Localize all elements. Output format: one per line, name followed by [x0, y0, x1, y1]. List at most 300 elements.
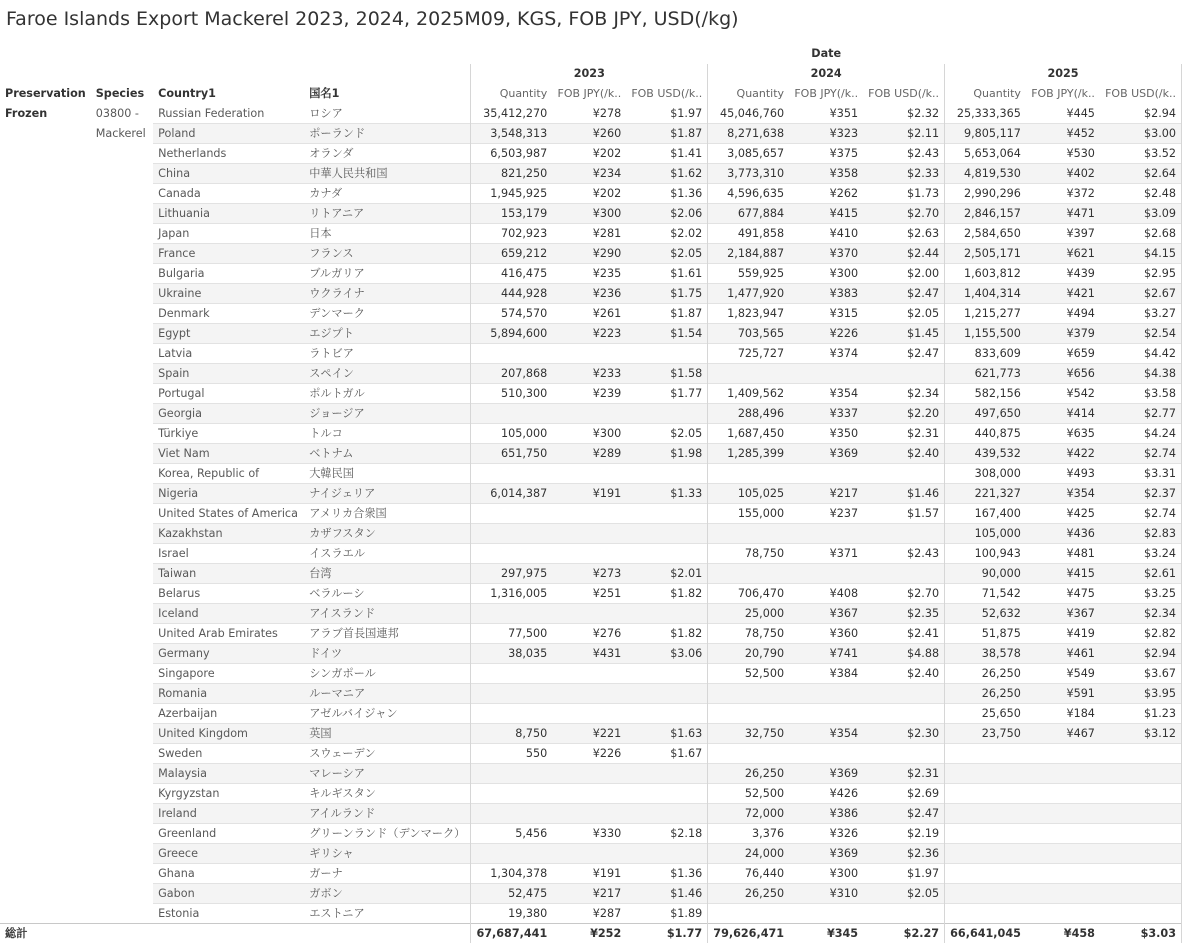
value-cell: ¥202: [552, 184, 626, 204]
preservation-cell: [0, 224, 91, 244]
value-cell: [471, 464, 552, 484]
header-spacer: [91, 44, 153, 64]
value-cell: 19,380: [471, 904, 552, 924]
table-row: [0, 524, 1182, 544]
preservation-cell: [0, 304, 91, 324]
value-cell: 105,000: [945, 524, 1026, 544]
country-jp-cell: アイルランド: [304, 804, 471, 824]
value-cell: [552, 804, 626, 824]
value-cell: ¥276: [552, 624, 626, 644]
value-cell: [708, 464, 789, 484]
year-header: 2023: [471, 64, 708, 84]
value-cell: $2.01: [626, 564, 707, 584]
value-cell: ¥260: [552, 124, 626, 144]
total-spacer: [304, 924, 471, 944]
country-jp-cell: イスラエル: [304, 544, 471, 564]
value-cell: [1100, 784, 1182, 804]
value-cell: $2.02: [626, 224, 707, 244]
value-cell: 833,609: [945, 344, 1026, 364]
preservation-cell: [0, 764, 91, 784]
value-cell: ¥221: [552, 724, 626, 744]
country-cell: Azerbaijan: [153, 704, 304, 724]
preservation-cell: [0, 864, 91, 884]
measure-header: Quantity: [945, 84, 1026, 104]
value-cell: ¥234: [552, 164, 626, 184]
species-cell: [91, 764, 153, 784]
value-cell: 105,025: [708, 484, 789, 504]
table-row: [0, 564, 1182, 584]
country-jp-cell: スペイン: [304, 364, 471, 384]
value-cell: [945, 784, 1026, 804]
header-spacer: [0, 44, 91, 64]
country-jp-cell: 英国: [304, 724, 471, 744]
value-cell: 24,000: [708, 844, 789, 864]
preservation-cell: [0, 744, 91, 764]
preservation-cell: [0, 524, 91, 544]
value-cell: 4,596,635: [708, 184, 789, 204]
value-cell: ¥369: [789, 844, 863, 864]
value-cell: $2.69: [863, 784, 944, 804]
value-cell: [471, 764, 552, 784]
value-cell: ¥300: [552, 424, 626, 444]
country-jp-cell: ギリシャ: [304, 844, 471, 864]
value-cell: [1026, 844, 1100, 864]
value-cell: [945, 824, 1026, 844]
value-cell: 38,578: [945, 644, 1026, 664]
species-cell: [91, 844, 153, 864]
preservation-cell: [0, 244, 91, 264]
value-cell: $1.82: [626, 584, 707, 604]
value-cell: ¥226: [789, 324, 863, 344]
value-cell: $2.83: [1100, 524, 1182, 544]
table-row: [0, 424, 1182, 444]
value-cell: $2.95: [1100, 264, 1182, 284]
value-cell: $2.35: [863, 604, 944, 624]
country-cell: Japan: [153, 224, 304, 244]
species-cell: [91, 344, 153, 364]
measure-header: FOB USD(/k..: [1100, 84, 1182, 104]
value-cell: [1026, 804, 1100, 824]
value-cell: $1.67: [626, 744, 707, 764]
species-cell: [91, 384, 153, 404]
value-cell: $1.82: [626, 624, 707, 644]
value-cell: ¥386: [789, 804, 863, 824]
value-cell: 497,650: [945, 404, 1026, 424]
country-cell: Georgia: [153, 404, 304, 424]
table-row: [0, 304, 1182, 324]
species-cell: [91, 864, 153, 884]
value-cell: $1.57: [863, 504, 944, 524]
value-cell: 9,805,117: [945, 124, 1026, 144]
species-cell: [91, 264, 153, 284]
value-cell: $1.98: [626, 444, 707, 464]
value-cell: ¥251: [552, 584, 626, 604]
value-cell: 3,085,657: [708, 144, 789, 164]
value-cell: $2.68: [1100, 224, 1182, 244]
total-value-cell: $2.27: [863, 924, 944, 944]
value-cell: ¥415: [789, 204, 863, 224]
value-cell: [626, 664, 707, 684]
measure-header: FOB USD(/k..: [631, 87, 703, 100]
value-cell: [945, 884, 1026, 904]
value-cell: 3,773,310: [708, 164, 789, 184]
value-cell: 6,503,987: [471, 144, 552, 164]
country-cell: France: [153, 244, 304, 264]
crosstab-table: [0, 44, 1182, 943]
species-cell: [91, 824, 153, 844]
species-cell: [91, 804, 153, 824]
value-cell: $3.06: [626, 644, 707, 664]
table-row: [0, 484, 1182, 504]
value-cell: [708, 904, 789, 924]
value-cell: ¥330: [552, 824, 626, 844]
table-row: [0, 664, 1182, 684]
table-row: [0, 504, 1182, 524]
value-cell: 45,046,760: [708, 104, 789, 124]
value-cell: 288,496: [708, 404, 789, 424]
value-cell: 25,333,365: [945, 104, 1026, 124]
country-cell: Kazakhstan: [153, 524, 304, 544]
value-cell: ¥493: [1026, 464, 1100, 484]
value-cell: $2.48: [1100, 184, 1182, 204]
country-jp-cell: フランス: [304, 244, 471, 264]
value-cell: $1.58: [626, 364, 707, 384]
value-cell: $3.12: [1100, 724, 1182, 744]
value-cell: 2,846,157: [945, 204, 1026, 224]
value-cell: $2.32: [907, 107, 940, 120]
preservation-cell: [0, 144, 91, 164]
value-cell: ¥233: [552, 364, 626, 384]
value-cell: [626, 804, 707, 824]
table-row: [0, 224, 1182, 244]
country-cell: Russian Federation: [158, 107, 265, 120]
value-cell: 1,215,277: [945, 304, 1026, 324]
value-cell: 559,925: [708, 264, 789, 284]
value-cell: [552, 604, 626, 624]
preservation-cell: [0, 664, 91, 684]
table-row: [0, 644, 1182, 664]
country-cell: Nigeria: [153, 484, 304, 504]
total-value-cell: ¥345: [789, 924, 863, 944]
table-row: [0, 704, 1182, 724]
value-cell: 78,750: [708, 544, 789, 564]
value-cell: $3.31: [1100, 464, 1182, 484]
value-cell: 621,773: [945, 364, 1026, 384]
table-row: [0, 104, 1182, 124]
preservation-cell: [0, 684, 91, 704]
value-cell: [471, 704, 552, 724]
country-cell: Estonia: [153, 904, 304, 924]
value-cell: ¥239: [552, 384, 626, 404]
value-cell: [708, 564, 789, 584]
value-cell: [1026, 824, 1100, 844]
preservation-cell: [0, 724, 91, 744]
year-header: 2024: [708, 64, 945, 84]
country-cell: United Arab Emirates: [153, 624, 304, 644]
country-jp-cell: アゼルバイジャン: [304, 704, 471, 724]
value-cell: 582,156: [945, 384, 1026, 404]
value-cell: ¥287: [552, 904, 626, 924]
species-cell: [91, 324, 153, 344]
value-cell: ¥337: [789, 404, 863, 424]
value-cell: ¥351: [829, 107, 859, 120]
value-cell: [863, 744, 944, 764]
table-row: [0, 164, 1182, 184]
table-row: [0, 804, 1182, 824]
value-cell: 1,304,378: [471, 864, 552, 884]
value-cell: [945, 744, 1026, 764]
country-jp-cell: ガーナ: [304, 864, 471, 884]
row-dimension-header: Country1: [158, 87, 216, 100]
value-cell: 77,500: [471, 624, 552, 644]
country-cell: Poland: [153, 124, 304, 144]
species-cell: [91, 364, 153, 384]
preservation-cell: [0, 584, 91, 604]
table-row: [0, 744, 1182, 764]
table-row: [0, 864, 1182, 884]
value-cell: 153,179: [471, 204, 552, 224]
preservation-cell: [0, 544, 91, 564]
value-cell: ¥261: [552, 304, 626, 324]
value-cell: ¥369: [789, 764, 863, 784]
value-cell: ¥656: [1026, 364, 1100, 384]
country-jp-cell: グリーンランド（デンマーク）: [304, 824, 471, 844]
total-value-cell: ¥252: [552, 924, 626, 944]
value-cell: $1.46: [626, 884, 707, 904]
value-cell: [552, 544, 626, 564]
preservation-cell: [0, 204, 91, 224]
header-spacer: [153, 64, 304, 84]
value-cell: 72,000: [708, 804, 789, 824]
value-cell: 51,875: [945, 624, 1026, 644]
value-cell: [789, 904, 863, 924]
country-cell: Romania: [153, 684, 304, 704]
country-jp-cell: シンガポール: [304, 664, 471, 684]
table-row: [0, 184, 1182, 204]
value-cell: $2.77: [1100, 404, 1182, 424]
value-cell: 444,928: [471, 284, 552, 304]
country-jp-cell: スウェーデン: [304, 744, 471, 764]
value-cell: ¥439: [1026, 264, 1100, 284]
total-value-cell: $3.03: [1100, 924, 1182, 944]
value-cell: 76,440: [708, 864, 789, 884]
value-cell: $2.40: [863, 444, 944, 464]
country-jp-cell: オランダ: [304, 144, 471, 164]
value-cell: 52,500: [708, 784, 789, 804]
value-cell: ¥367: [789, 604, 863, 624]
table-row: [0, 784, 1182, 804]
species-cell: [91, 604, 153, 624]
preservation-cell: [0, 644, 91, 664]
value-cell: 550: [471, 744, 552, 764]
value-cell: [626, 544, 707, 564]
preservation-cell: [0, 404, 91, 424]
value-cell: 2,505,171: [945, 244, 1026, 264]
value-cell: [1100, 904, 1182, 924]
value-cell: [1100, 764, 1182, 784]
value-cell: [863, 464, 944, 484]
value-cell: 5,894,600: [471, 324, 552, 344]
country-cell: Sweden: [153, 744, 304, 764]
measure-header: Quantity: [708, 84, 789, 104]
value-cell: 207,868: [471, 364, 552, 384]
species-cell: [91, 704, 153, 724]
value-cell: [471, 404, 552, 424]
country-cell: Iceland: [153, 604, 304, 624]
preservation-cell: [0, 824, 91, 844]
value-cell: 26,250: [945, 684, 1026, 704]
country-cell: Portugal: [153, 384, 304, 404]
value-cell: 3,548,313: [471, 124, 552, 144]
country-cell: Viet Nam: [153, 444, 304, 464]
preservation-cell: [0, 424, 91, 444]
country-jp-cell: ブルガリア: [304, 264, 471, 284]
value-cell: 440,875: [945, 424, 1026, 444]
value-cell: ¥191: [552, 864, 626, 884]
value-cell: $2.05: [626, 424, 707, 444]
value-cell: $2.34: [863, 384, 944, 404]
value-cell: [789, 524, 863, 544]
value-cell: [789, 704, 863, 724]
country-cell: Türkiye: [153, 424, 304, 444]
preservation-cell: [0, 884, 91, 904]
country-cell: Greenland: [153, 824, 304, 844]
value-cell: $1.87: [626, 124, 707, 144]
value-cell: 725,727: [708, 344, 789, 364]
value-cell: 491,858: [708, 224, 789, 244]
total-label: 総計: [0, 924, 91, 944]
country-jp-cell: ベラルーシ: [304, 584, 471, 604]
country-jp-cell: マレーシア: [304, 764, 471, 784]
value-cell: $2.63: [863, 224, 944, 244]
species-cell: [91, 784, 153, 804]
value-cell: 90,000: [945, 564, 1026, 584]
header-spacer: [304, 44, 471, 64]
species-cell: [91, 284, 153, 304]
value-cell: ¥315: [789, 304, 863, 324]
value-cell: $2.11: [863, 124, 944, 144]
total-value-cell: 79,626,471: [708, 924, 789, 944]
value-cell: ¥635: [1026, 424, 1100, 444]
value-cell: [626, 524, 707, 544]
table-row: [0, 824, 1182, 844]
value-cell: $1.97: [863, 864, 944, 884]
value-cell: ¥445: [1066, 107, 1095, 120]
value-cell: [552, 684, 626, 704]
value-cell: [552, 464, 626, 484]
value-cell: $2.31: [863, 764, 944, 784]
country-cell: Canada: [153, 184, 304, 204]
value-cell: ¥300: [789, 264, 863, 284]
value-cell: $1.46: [863, 484, 944, 504]
preservation-cell: [0, 384, 91, 404]
preservation-cell: [0, 344, 91, 364]
value-cell: ¥421: [1026, 284, 1100, 304]
value-cell: $3.67: [1100, 664, 1182, 684]
value-cell: 8,271,638: [708, 124, 789, 144]
value-cell: [789, 564, 863, 584]
species-cell: [91, 144, 153, 164]
value-cell: $4.42: [1100, 344, 1182, 364]
species-cell: [91, 444, 153, 464]
value-cell: [471, 784, 552, 804]
value-cell: ¥300: [789, 864, 863, 884]
preservation-cell: [0, 124, 91, 144]
preservation-cell: [0, 444, 91, 464]
species-cell: [91, 664, 153, 684]
value-cell: [1026, 764, 1100, 784]
value-cell: ¥419: [1026, 624, 1100, 644]
measure-header: Quantity: [471, 84, 552, 104]
value-cell: $1.36: [626, 864, 707, 884]
species-cell: [91, 484, 153, 504]
table-row: [0, 124, 1182, 144]
value-cell: ¥236: [552, 284, 626, 304]
species-cell: [91, 304, 153, 324]
country-cell: Belarus: [153, 584, 304, 604]
value-cell: [552, 844, 626, 864]
country-jp-cell: ナイジェリア: [304, 484, 471, 504]
value-cell: [863, 704, 944, 724]
value-cell: [789, 364, 863, 384]
table-row: [0, 684, 1182, 704]
value-cell: [789, 744, 863, 764]
value-cell: 38,035: [471, 644, 552, 664]
value-cell: ¥415: [1026, 564, 1100, 584]
value-cell: $1.87: [626, 304, 707, 324]
table-row: [0, 444, 1182, 464]
value-cell: 651,750: [471, 444, 552, 464]
value-cell: ¥262: [789, 184, 863, 204]
species-cell: [91, 164, 153, 184]
value-cell: $3.09: [1100, 204, 1182, 224]
row-dimension-header: Species: [95, 87, 145, 100]
value-cell: 574,570: [471, 304, 552, 324]
value-cell: $2.61: [1100, 564, 1182, 584]
species-cell: [91, 904, 153, 924]
value-cell: ¥410: [789, 224, 863, 244]
value-cell: 221,327: [945, 484, 1026, 504]
value-cell: $1.75: [626, 284, 707, 304]
value-cell: 1,409,562: [708, 384, 789, 404]
country-cell: United Kingdom: [153, 724, 304, 744]
country-jp-cell: アイスランド: [304, 604, 471, 624]
value-cell: ¥481: [1026, 544, 1100, 564]
value-cell: ¥354: [789, 724, 863, 744]
value-cell: 105,000: [471, 424, 552, 444]
value-cell: [789, 684, 863, 704]
value-cell: ¥300: [552, 204, 626, 224]
preservation-cell: [0, 284, 91, 304]
species-cell: [91, 744, 153, 764]
value-cell: ¥278: [592, 107, 622, 120]
value-cell: ¥191: [552, 484, 626, 504]
value-cell: [789, 464, 863, 484]
value-cell: ¥379: [1026, 324, 1100, 344]
value-cell: $3.25: [1100, 584, 1182, 604]
value-cell: [1100, 884, 1182, 904]
value-cell: ¥431: [552, 644, 626, 664]
value-cell: [945, 904, 1026, 924]
value-cell: [471, 604, 552, 624]
country-cell: Ghana: [153, 864, 304, 884]
country-jp-cell: リトアニア: [304, 204, 471, 224]
species-cell: [91, 404, 153, 424]
country-jp-cell: エストニア: [304, 904, 471, 924]
value-cell: $2.94: [1100, 104, 1182, 124]
row-dimension-header: Preservation: [5, 87, 86, 100]
species-cell: [91, 724, 153, 744]
